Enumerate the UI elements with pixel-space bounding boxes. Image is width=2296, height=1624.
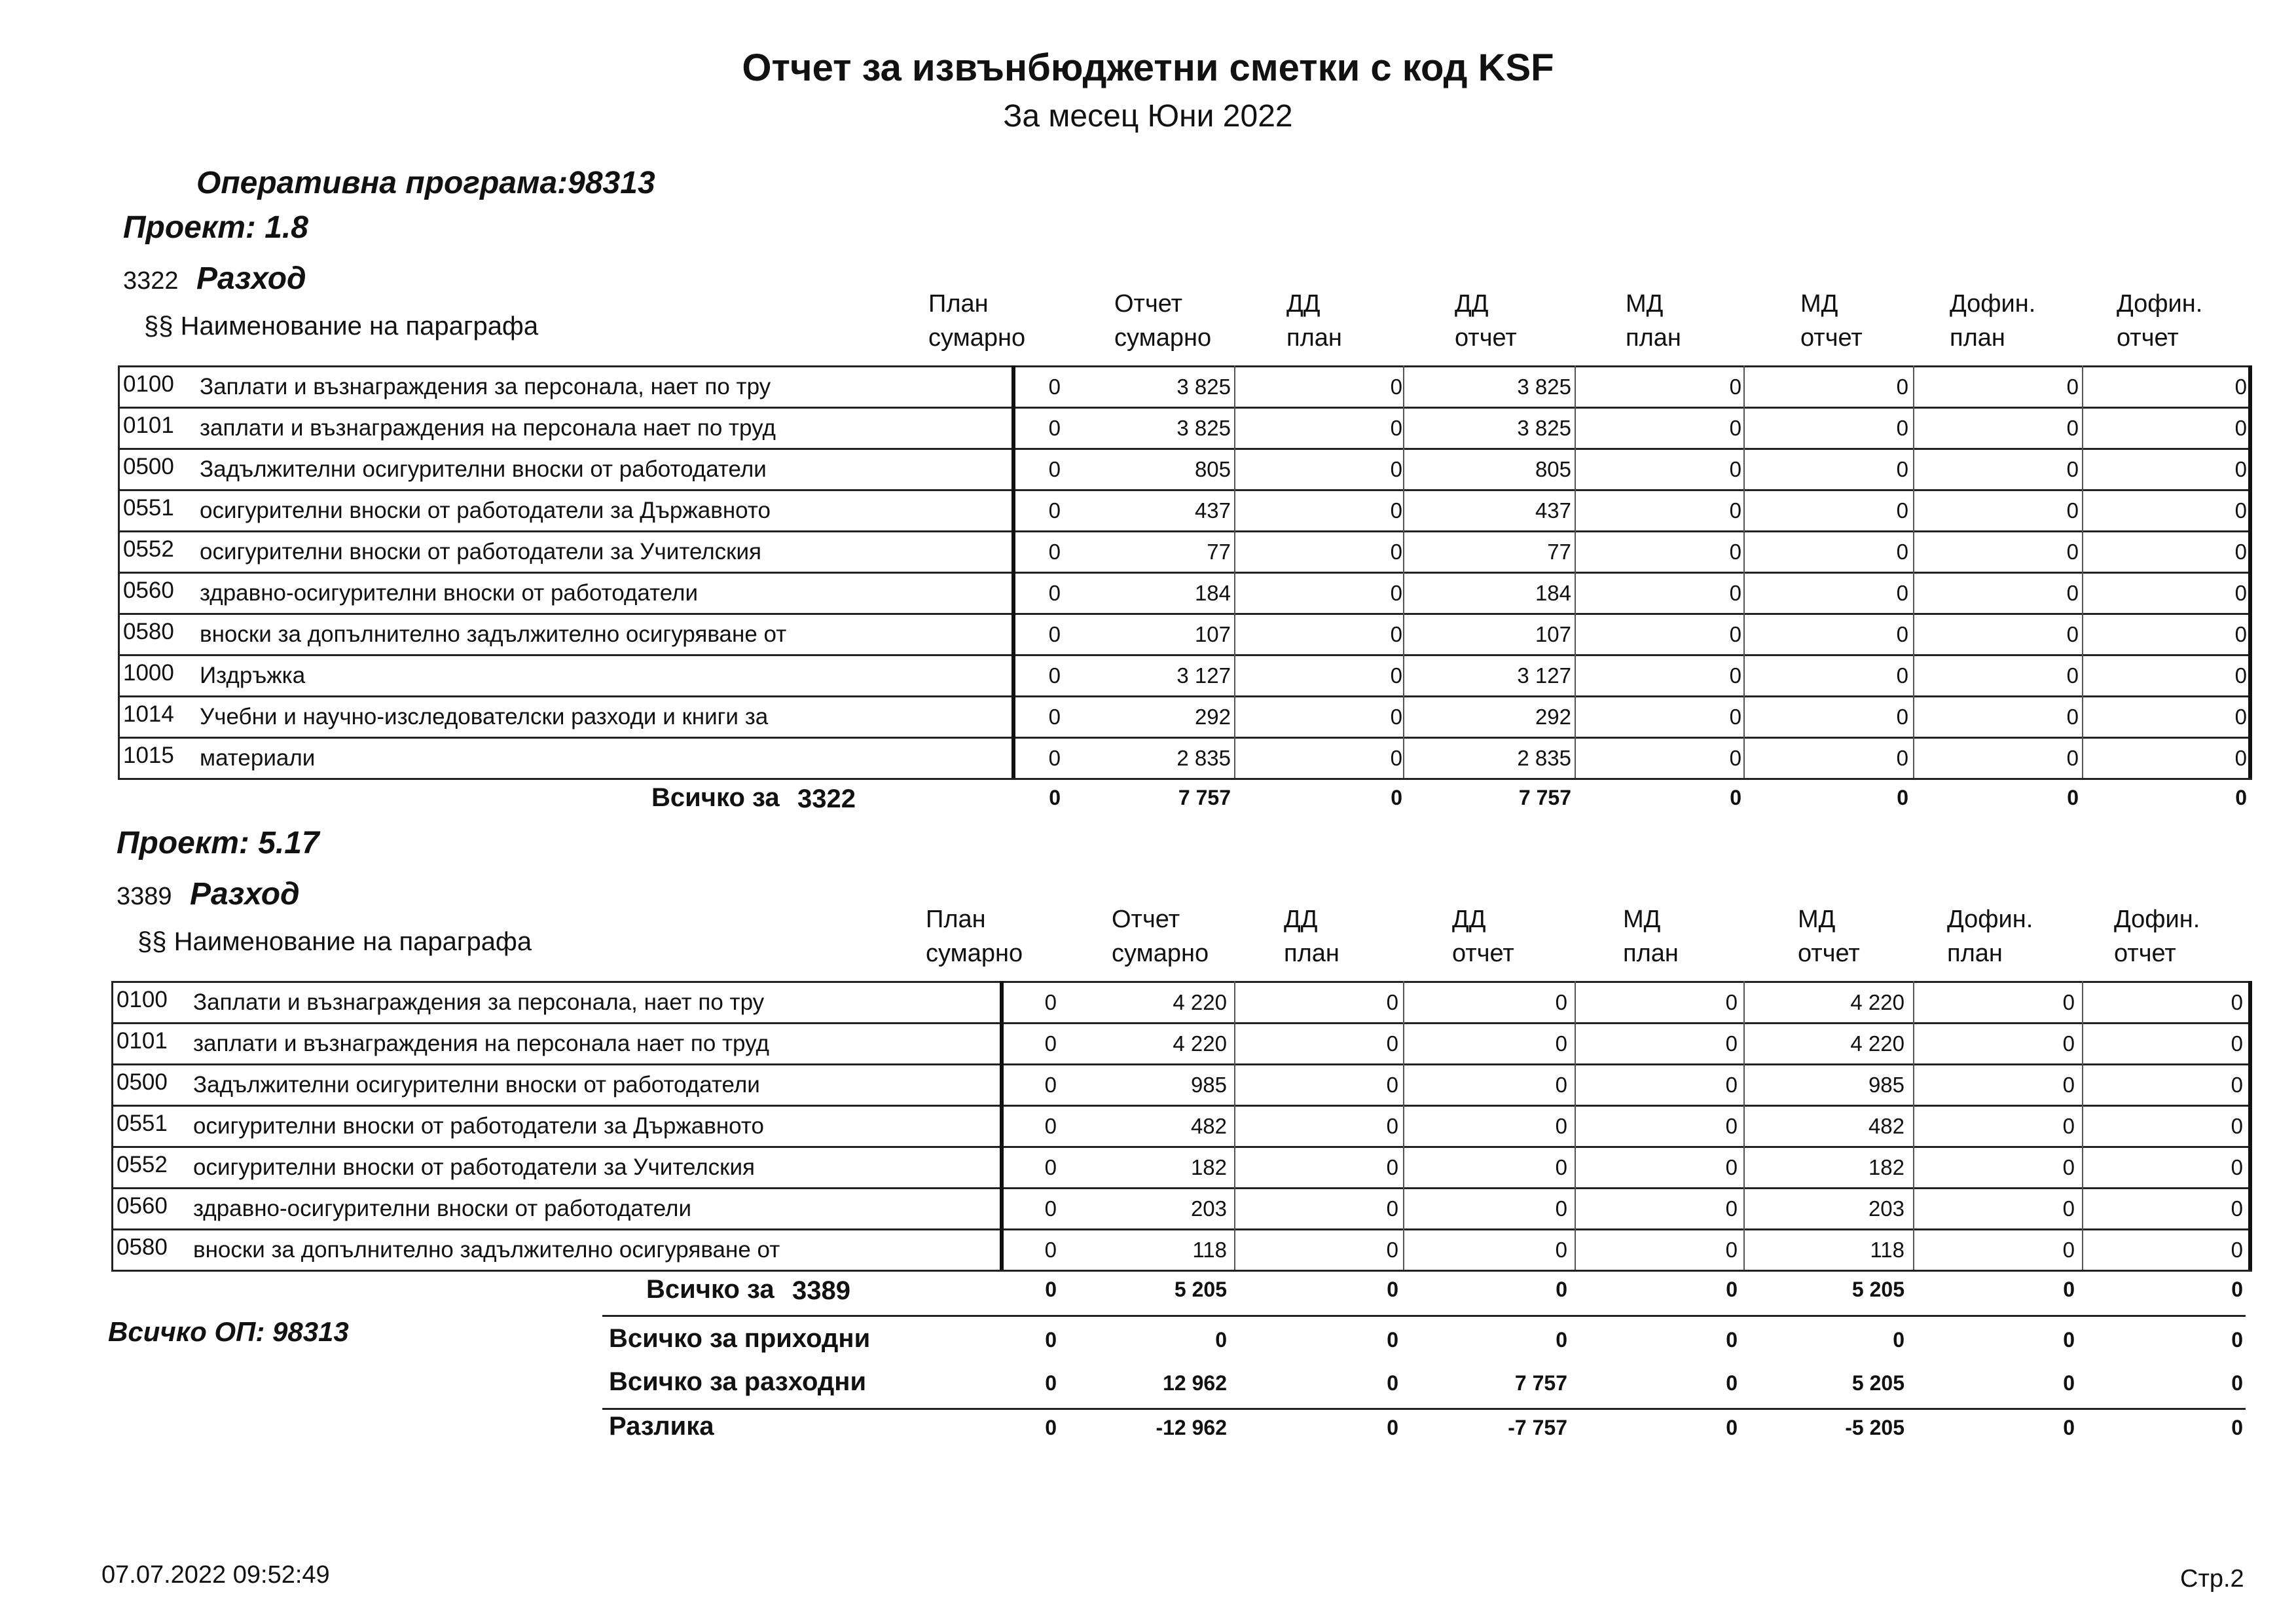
value-cell: 0 xyxy=(2066,416,2079,440)
summary-income-value: 0 xyxy=(1726,1328,1738,1352)
paragraph-code: 0560 xyxy=(117,1193,168,1219)
summary-diff-value: 0 xyxy=(1726,1416,1738,1439)
paragraph-code: 0552 xyxy=(117,1152,168,1177)
value-cell: 182 xyxy=(1868,1155,1904,1179)
table-row xyxy=(111,1228,2252,1269)
summary-income-value: 0 xyxy=(1215,1328,1227,1352)
value-cell: 0 xyxy=(2062,1238,2075,1262)
value-cell: 118 xyxy=(1870,1238,1904,1262)
value-cell: 0 xyxy=(1048,416,1061,440)
value-cell: 0 xyxy=(1555,1196,1567,1221)
value-cell: 0 xyxy=(1390,705,1402,729)
column-header-line2: отчет xyxy=(1455,324,1517,352)
column-header-line2: отчет xyxy=(1798,940,1860,967)
value-cell: 0 xyxy=(1729,375,1741,399)
value-cell: 0 xyxy=(2066,375,2079,399)
value-cell: 482 xyxy=(1190,1114,1227,1138)
section-total-value: 0 xyxy=(2235,786,2247,809)
value-cell: 437 xyxy=(1535,498,1571,523)
paragraph-code: 0101 xyxy=(117,1028,168,1054)
value-cell: 0 xyxy=(1386,1031,1398,1056)
paragraph-code: 0560 xyxy=(123,578,174,603)
value-cell: 0 xyxy=(1896,498,1908,523)
paragraph-code: 0500 xyxy=(117,1069,168,1095)
value-cell: 0 xyxy=(1729,416,1741,440)
summary-expense-value: 7 757 xyxy=(1514,1371,1567,1395)
value-cell: 0 xyxy=(1555,1155,1567,1179)
table-row xyxy=(118,407,2252,447)
section-total-value: 7 757 xyxy=(1178,786,1231,809)
value-cell: 0 xyxy=(1896,540,1908,564)
value-cell: 4 220 xyxy=(1850,990,1904,1014)
value-cell: 3 127 xyxy=(1176,663,1231,688)
value-cell: 292 xyxy=(1194,705,1231,729)
program-total-label: Всичко ОП: 98313 xyxy=(108,1316,349,1347)
value-cell: 0 xyxy=(2062,1114,2075,1138)
value-cell: 0 xyxy=(1044,1114,1057,1138)
value-cell: 0 xyxy=(2231,1238,2243,1262)
column-header-line1: Отчет xyxy=(1112,906,1180,933)
summary-expense-label: Всичко за разходни xyxy=(609,1367,867,1396)
paragraph-code: 0551 xyxy=(123,495,174,521)
value-cell: 292 xyxy=(1535,705,1571,729)
column-header-line2: сумарно xyxy=(1112,940,1209,967)
value-cell: 805 xyxy=(1194,457,1231,481)
column-header-c5 xyxy=(1626,287,1681,355)
value-cell: 0 xyxy=(2066,622,2079,646)
value-cell: 2 835 xyxy=(1517,746,1571,770)
value-cell: 0 xyxy=(1390,375,1402,399)
value-cell: 0 xyxy=(1896,581,1908,605)
value-cell: 0 xyxy=(1390,498,1402,523)
report-period: За месец Юни 2022 xyxy=(1003,99,1293,134)
value-cell: 0 xyxy=(2234,498,2247,523)
summary-diff-value: 0 xyxy=(1387,1416,1398,1439)
value-cell: 0 xyxy=(1729,540,1741,564)
summary-income-value: 0 xyxy=(1556,1328,1567,1352)
value-cell: 0 xyxy=(1729,663,1741,688)
value-cell: 0 xyxy=(2234,457,2247,481)
value-cell: 0 xyxy=(1048,663,1061,688)
column-header-c8 xyxy=(2117,287,2202,355)
section-total-value: 0 xyxy=(2063,1278,2075,1301)
value-cell: 0 xyxy=(1729,581,1741,605)
column-header-line2: отчет xyxy=(2117,324,2179,352)
paragraph-code: 0551 xyxy=(117,1111,168,1136)
table-row xyxy=(111,1105,2252,1145)
value-cell: 0 xyxy=(1555,1031,1567,1056)
section-total-value: 0 xyxy=(2231,1278,2243,1301)
section-total-value: 0 xyxy=(1045,1278,1057,1301)
value-cell: 0 xyxy=(1729,705,1741,729)
paragraph-name: Заплати и възнаграждения за персонала, нает по тру xyxy=(193,989,765,1015)
value-cell: 0 xyxy=(1386,990,1398,1014)
column-header-line2: план xyxy=(1284,940,1339,967)
column-header-line1: Дофин. xyxy=(1947,906,2033,933)
column-header-line2: сумарно xyxy=(1114,324,1212,352)
value-cell: 0 xyxy=(1896,663,1908,688)
account-code: 3389 xyxy=(117,883,172,910)
value-cell: 0 xyxy=(1044,1031,1057,1056)
section-total-code: 3389 xyxy=(792,1276,850,1305)
column-header-c3 xyxy=(1286,287,1342,355)
table-row xyxy=(118,489,2252,530)
value-cell: 0 xyxy=(1386,1196,1398,1221)
value-cell: 0 xyxy=(2062,1073,2075,1097)
summary-income-value: 0 xyxy=(1045,1328,1057,1352)
table-row xyxy=(118,365,2252,406)
summary-expense-value: 0 xyxy=(2231,1371,2243,1395)
value-cell: 0 xyxy=(1044,1196,1057,1221)
summary-diff-value: -5 205 xyxy=(1845,1416,1904,1439)
paragraph-code: 1014 xyxy=(123,701,174,727)
value-cell: 0 xyxy=(1390,663,1402,688)
paragraph-code: 0500 xyxy=(123,454,174,479)
value-cell: 0 xyxy=(2234,375,2247,399)
value-cell: 4 220 xyxy=(1850,1031,1904,1056)
paragraph-code: 0580 xyxy=(117,1234,168,1260)
value-cell: 203 xyxy=(1868,1196,1904,1221)
value-cell: 0 xyxy=(1725,1238,1738,1262)
column-header-line1: МД xyxy=(1623,906,1661,933)
value-cell: 107 xyxy=(1535,622,1571,646)
column-header-line1: Дофин. xyxy=(2114,906,2200,933)
paragraph-name: осигурителни вноски от работодатели за Учителския xyxy=(200,539,761,564)
value-cell: 0 xyxy=(2234,663,2247,688)
value-cell: 0 xyxy=(1725,1155,1738,1179)
value-cell: 3 825 xyxy=(1176,416,1231,440)
report-title: Отчет за извънбюджетни сметки с код KSF xyxy=(742,46,1554,89)
summary-diff-value: -7 757 xyxy=(1508,1416,1567,1439)
paragraph-code: 1000 xyxy=(123,660,174,686)
value-cell: 77 xyxy=(1207,540,1231,564)
value-cell: 0 xyxy=(2234,746,2247,770)
value-cell: 0 xyxy=(2066,540,2079,564)
section-total-value: 7 757 xyxy=(1518,786,1571,809)
section-total-value: 0 xyxy=(1897,786,1908,809)
summary-expense-value: 0 xyxy=(1387,1371,1398,1395)
summary-top-rule xyxy=(602,1315,2246,1317)
value-cell: 0 xyxy=(2231,1196,2243,1221)
paragraph-name: здравно-осигурителни вноски от работодатели xyxy=(200,580,699,606)
value-cell: 0 xyxy=(2234,622,2247,646)
value-cell: 184 xyxy=(1535,581,1571,605)
value-cell: 0 xyxy=(2231,990,2243,1014)
summary-expense-value: 0 xyxy=(1726,1371,1738,1395)
section-total-value: 0 xyxy=(1391,786,1402,809)
section-total-value: 0 xyxy=(2067,786,2079,809)
value-cell: 0 xyxy=(1729,746,1741,770)
print-timestamp: 07.07.2022 09:52:49 xyxy=(101,1561,330,1589)
summary-diff-value: -12 962 xyxy=(1156,1416,1227,1439)
value-cell: 437 xyxy=(1194,498,1231,523)
column-header-name: §§ Наименование на параграфа xyxy=(137,927,532,956)
value-cell: 0 xyxy=(2066,746,2079,770)
value-cell: 3 825 xyxy=(1517,375,1571,399)
column-header-c8 xyxy=(2114,902,2200,970)
value-cell: 0 xyxy=(1386,1114,1398,1138)
table-row xyxy=(118,654,2252,695)
value-cell: 0 xyxy=(2066,457,2079,481)
paragraph-name: Задължителни осигурителни вноски от работодатели xyxy=(193,1072,760,1098)
paragraph-code: 0101 xyxy=(123,413,174,438)
value-cell: 0 xyxy=(1048,375,1061,399)
value-cell: 203 xyxy=(1190,1196,1227,1221)
value-cell: 3 127 xyxy=(1517,663,1571,688)
paragraph-code: 0100 xyxy=(123,371,174,397)
value-cell: 0 xyxy=(2231,1114,2243,1138)
value-cell: 0 xyxy=(1390,416,1402,440)
value-cell: 0 xyxy=(1390,540,1402,564)
column-header-c6 xyxy=(1798,902,1860,970)
column-header-line1: ДД xyxy=(1286,290,1321,318)
value-cell: 0 xyxy=(1729,498,1741,523)
summary-diff-value: 0 xyxy=(1045,1416,1057,1439)
value-cell: 107 xyxy=(1194,622,1231,646)
section-total-code: 3322 xyxy=(797,784,856,813)
column-header-c2 xyxy=(1114,287,1211,355)
value-cell: 0 xyxy=(2062,990,2075,1014)
value-cell: 0 xyxy=(1386,1155,1398,1179)
value-cell: 805 xyxy=(1535,457,1571,481)
column-header-line2: сумарно xyxy=(928,324,1026,352)
section-total-value: 0 xyxy=(1049,786,1061,809)
value-cell: 0 xyxy=(1390,622,1402,646)
paragraph-name: Заплати и възнаграждения за персонала, нает по тру xyxy=(200,374,771,399)
paragraph-name: осигурителни вноски от работодатели за Държавното xyxy=(193,1113,764,1139)
value-cell: 2 835 xyxy=(1176,746,1231,770)
value-cell: 0 xyxy=(1896,375,1908,399)
value-cell: 0 xyxy=(1390,457,1402,481)
column-header-line1: ДД xyxy=(1455,290,1489,318)
paragraph-name: заплати и възнаграждения на персонала нает по труд xyxy=(200,415,776,441)
table-row xyxy=(118,448,2252,489)
value-cell: 0 xyxy=(2062,1196,2075,1221)
column-header-line2: сумарно xyxy=(926,940,1023,967)
paragraph-name: вноски за допълнително задължително осигуряване от xyxy=(193,1237,780,1263)
column-header-line2: план xyxy=(1947,940,2003,967)
summary-expense-value: 0 xyxy=(1045,1371,1057,1395)
column-header-line1: Дофин. xyxy=(1950,290,2036,318)
table-row xyxy=(111,1146,2252,1187)
value-cell: 0 xyxy=(1048,705,1061,729)
value-cell: 0 xyxy=(2066,498,2079,523)
expense-heading: Разход xyxy=(190,877,300,912)
expense-heading: Разход xyxy=(196,261,306,296)
value-cell: 0 xyxy=(1555,1238,1567,1262)
column-header-line1: МД xyxy=(1626,290,1664,318)
value-cell: 0 xyxy=(2066,663,2079,688)
value-cell: 985 xyxy=(1190,1073,1227,1097)
value-cell: 0 xyxy=(1048,457,1061,481)
column-header-line1: Дофин. xyxy=(2117,290,2203,318)
project-heading: Проект: 5.17 xyxy=(117,826,319,860)
summary-expense-value: 5 205 xyxy=(1851,1371,1904,1395)
value-cell: 0 xyxy=(1896,416,1908,440)
column-header-line2: план xyxy=(1626,324,1681,352)
value-cell: 0 xyxy=(2062,1031,2075,1056)
column-header-c1 xyxy=(928,287,1025,355)
column-header-line1: План xyxy=(926,906,986,933)
value-cell: 0 xyxy=(1044,1238,1057,1262)
value-cell: 4 220 xyxy=(1173,990,1227,1014)
column-header-name: §§ Наименование на параграфа xyxy=(144,312,539,341)
paragraph-code: 0552 xyxy=(123,536,174,562)
section-total-label: Всичко за xyxy=(651,783,780,812)
table-row xyxy=(118,530,2252,571)
paragraph-name: осигурителни вноски от работодатели за Учителския xyxy=(193,1154,755,1180)
paragraph-code: 0580 xyxy=(123,619,174,644)
value-cell: 182 xyxy=(1190,1155,1227,1179)
project-heading: Проект: 1.8 xyxy=(123,210,308,245)
value-cell: 0 xyxy=(1555,1073,1567,1097)
column-header-line2: план xyxy=(1286,324,1342,352)
value-cell: 0 xyxy=(1048,746,1061,770)
column-header-line2: отчет xyxy=(2114,940,2176,967)
column-header-line1: ДД xyxy=(1284,906,1318,933)
column-header-c4 xyxy=(1452,902,1514,970)
summary-diff-label: Разлика xyxy=(609,1412,714,1441)
value-cell: 4 220 xyxy=(1173,1031,1227,1056)
paragraph-name: Учебни и научно-изследователски разходи и книги за xyxy=(200,704,769,729)
value-cell: 0 xyxy=(1390,746,1402,770)
value-cell: 0 xyxy=(1044,990,1057,1014)
column-header-line1: ДД xyxy=(1452,906,1486,933)
value-cell: 0 xyxy=(1390,581,1402,605)
section-total-value: 5 205 xyxy=(1851,1278,1904,1301)
table-row xyxy=(111,1022,2252,1063)
column-header-line2: отчет xyxy=(1800,324,1863,352)
value-cell: 0 xyxy=(1896,705,1908,729)
summary-diff-value: 0 xyxy=(2063,1416,2075,1439)
value-cell: 482 xyxy=(1868,1114,1904,1138)
column-header-c2 xyxy=(1112,902,1209,970)
section-total-value: 0 xyxy=(1387,1278,1398,1301)
table-row xyxy=(118,572,2252,612)
table-row xyxy=(111,1187,2252,1228)
value-cell: 77 xyxy=(1547,540,1571,564)
value-cell: 0 xyxy=(2231,1155,2243,1179)
column-header-c4 xyxy=(1455,287,1517,355)
column-header-c5 xyxy=(1623,902,1679,970)
summary-diff-rule xyxy=(602,1408,2246,1410)
value-cell: 0 xyxy=(1386,1073,1398,1097)
value-cell: 0 xyxy=(1896,746,1908,770)
paragraph-name: заплати и възнаграждения на персонала нает по труд xyxy=(193,1031,769,1056)
value-cell: 0 xyxy=(2066,581,2079,605)
value-cell: 0 xyxy=(2234,540,2247,564)
page-number: Стр.2 xyxy=(2180,1565,2244,1593)
value-cell: 0 xyxy=(1896,457,1908,481)
column-header-line1: МД xyxy=(1798,906,1836,933)
table-row xyxy=(118,695,2252,736)
value-cell: 0 xyxy=(1896,622,1908,646)
paragraph-name: здравно-осигурителни вноски от работодатели xyxy=(193,1196,692,1221)
column-header-c1 xyxy=(926,902,1023,970)
value-cell: 0 xyxy=(2066,705,2079,729)
summary-income-value: 0 xyxy=(1893,1328,1904,1352)
column-header-c7 xyxy=(1947,902,2033,970)
value-cell: 0 xyxy=(2234,581,2247,605)
value-cell: 0 xyxy=(1725,1031,1738,1056)
value-cell: 0 xyxy=(1048,540,1061,564)
column-header-line1: План xyxy=(928,290,989,318)
paragraph-code: 1015 xyxy=(123,743,174,768)
program-heading: Оперативна програма:98313 xyxy=(196,166,655,200)
column-header-line2: план xyxy=(1623,940,1679,967)
summary-income-value: 0 xyxy=(2063,1328,2075,1352)
value-cell: 0 xyxy=(1725,1196,1738,1221)
value-cell: 0 xyxy=(1555,1114,1567,1138)
summary-expense-value: 12 962 xyxy=(1163,1371,1227,1395)
column-header-line2: план xyxy=(1950,324,2005,352)
table-row xyxy=(111,1063,2252,1104)
summary-diff-value: 0 xyxy=(2231,1416,2243,1439)
value-cell: 0 xyxy=(1555,990,1567,1014)
paragraph-name: Издръжка xyxy=(200,663,306,688)
table-row xyxy=(118,737,2252,777)
value-cell: 0 xyxy=(2062,1155,2075,1179)
column-header-line1: Отчет xyxy=(1114,290,1183,318)
column-header-c6 xyxy=(1800,287,1863,355)
value-cell: 184 xyxy=(1194,581,1231,605)
summary-income-value: 0 xyxy=(1387,1328,1398,1352)
summary-income-label: Всичко за приходни xyxy=(609,1324,871,1353)
value-cell: 0 xyxy=(1386,1238,1398,1262)
paragraph-name: материали xyxy=(200,745,316,771)
value-cell: 0 xyxy=(2231,1073,2243,1097)
value-cell: 0 xyxy=(1048,498,1061,523)
value-cell: 0 xyxy=(1048,581,1061,605)
section-total-value: 0 xyxy=(1730,786,1741,809)
section-total-value: 0 xyxy=(1556,1278,1567,1301)
value-cell: 0 xyxy=(1725,990,1738,1014)
section-total-label: Всичко за xyxy=(646,1275,774,1304)
value-cell: 0 xyxy=(1044,1155,1057,1179)
value-cell: 0 xyxy=(2231,1031,2243,1056)
summary-expense-value: 0 xyxy=(2063,1371,2075,1395)
value-cell: 0 xyxy=(1725,1114,1738,1138)
value-cell: 0 xyxy=(2234,705,2247,729)
paragraph-name: вноски за допълнително задължително осигуряване от xyxy=(200,621,787,647)
column-header-c3 xyxy=(1284,902,1339,970)
value-cell: 3 825 xyxy=(1517,416,1571,440)
value-cell: 0 xyxy=(1725,1073,1738,1097)
table-row xyxy=(118,613,2252,654)
paragraph-code: 0100 xyxy=(117,987,168,1012)
value-cell: 0 xyxy=(1044,1073,1057,1097)
value-cell: 3 825 xyxy=(1176,375,1231,399)
value-cell: 0 xyxy=(1729,622,1741,646)
value-cell: 0 xyxy=(2234,416,2247,440)
paragraph-name: осигурителни вноски от работодатели за Държавното xyxy=(200,498,771,523)
account-code: 3322 xyxy=(123,267,179,295)
table-row xyxy=(111,981,2252,1022)
value-cell: 118 xyxy=(1192,1238,1227,1262)
value-cell: 985 xyxy=(1868,1073,1904,1097)
paragraph-name: Задължителни осигурителни вноски от работодатели xyxy=(200,456,767,482)
column-header-line2: отчет xyxy=(1452,940,1514,967)
summary-income-value: 0 xyxy=(2231,1328,2243,1352)
column-header-line1: МД xyxy=(1800,290,1838,318)
value-cell: 0 xyxy=(1048,622,1061,646)
value-cell: 0 xyxy=(1729,457,1741,481)
column-header-c7 xyxy=(1950,287,2035,355)
section-total-value: 5 205 xyxy=(1174,1278,1227,1301)
section-total-value: 0 xyxy=(1726,1278,1738,1301)
